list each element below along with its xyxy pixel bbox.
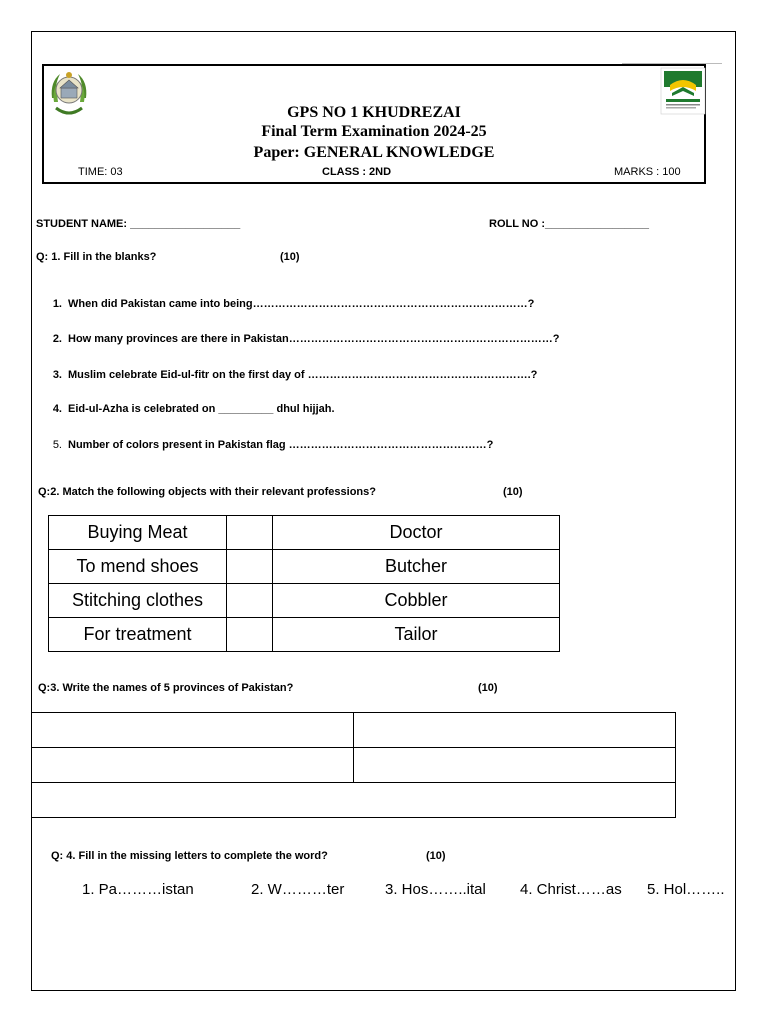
profession-cell: Cobbler	[273, 584, 560, 618]
q1-item-3[interactable]	[38, 369, 537, 381]
item-text: How many provinces are there in Pakistan………………………………………………………………?	[68, 333, 560, 345]
answer-cell[interactable]	[32, 713, 354, 748]
exam-header	[42, 64, 706, 184]
answer-cell[interactable]	[227, 584, 273, 618]
table-row	[49, 516, 560, 550]
item-text: When did Pakistan came into being…………………………………………………………………?	[68, 298, 535, 310]
q4-marks: (10)	[426, 850, 446, 862]
answer-cell[interactable]	[227, 516, 273, 550]
answer-cell[interactable]	[32, 748, 354, 783]
q4-title: Q: 4. Fill in the missing letters to complete the word?	[51, 850, 328, 862]
missing-word-3[interactable]: 3. Hos……..ital	[385, 881, 486, 898]
object-cell: To mend shoes	[49, 550, 227, 584]
item-number: 2.	[52, 333, 62, 345]
q2-title: Q:2. Match the following objects with their relevant professions?	[38, 486, 376, 498]
missing-word-2[interactable]: 2. W………ter	[251, 881, 345, 898]
q3-title: Q:3. Write the names of 5 provinces of Pakistan?	[38, 682, 294, 694]
class-label: CLASS : 2ND	[322, 166, 392, 178]
object-cell: Stitching clothes	[49, 584, 227, 618]
answer-cell[interactable]	[227, 550, 273, 584]
profession-cell: Tailor	[273, 618, 560, 652]
item-text: Number of colors present in Pakistan flag ………………………………………………?	[68, 439, 494, 451]
answer-cell[interactable]	[354, 713, 676, 748]
q2-marks: (10)	[503, 486, 523, 498]
q1-item-5[interactable]	[38, 439, 493, 451]
table-row	[49, 618, 560, 652]
table-row	[32, 748, 676, 783]
answer-cell[interactable]	[227, 618, 273, 652]
paper-title: Paper: GENERAL KNOWLEDGE	[253, 144, 495, 161]
q1-item-2[interactable]	[38, 333, 559, 345]
q1-marks: (10)	[280, 251, 300, 263]
q1-title: Q: 1. Fill in the blanks?	[36, 251, 157, 263]
item-number: 4.	[52, 403, 62, 415]
object-cell: Buying Meat	[49, 516, 227, 550]
table-row	[32, 713, 676, 748]
item-number: 3.	[52, 369, 62, 381]
answer-cell[interactable]	[32, 783, 676, 818]
answer-cell[interactable]	[354, 748, 676, 783]
profession-cell: Doctor	[273, 516, 560, 550]
q3-marks: (10)	[478, 682, 498, 694]
missing-word-4[interactable]: 4. Christ……as	[520, 881, 622, 898]
missing-word-5[interactable]: 5. Hol……..	[647, 881, 725, 898]
exam-title: Final Term Examination 2024-25	[261, 123, 487, 140]
table-row	[49, 550, 560, 584]
item-text: Eid-ul-Azha is celebrated on _________ dhul hijjah.	[68, 403, 335, 415]
student-name-field[interactable]: STUDENT NAME: __________________	[36, 218, 241, 230]
time-label: TIME: 03	[78, 166, 123, 178]
item-number: 5.	[52, 439, 62, 451]
table-row	[32, 783, 676, 818]
profession-cell: Butcher	[273, 550, 560, 584]
q1-item-1[interactable]	[38, 298, 534, 310]
missing-word-1[interactable]: 1. Pa………istan	[82, 881, 194, 898]
school-name: GPS NO 1 KHUDREZAI	[287, 104, 461, 121]
matching-table	[48, 515, 560, 652]
roll-no-field[interactable]: ROLL NO :_________________	[489, 218, 650, 230]
provinces-answer-table	[31, 712, 676, 818]
item-text: Muslim celebrate Eid-ul-fitr on the first day of …………………………………………………….?	[68, 369, 538, 381]
item-number: 1.	[52, 298, 62, 310]
object-cell: For treatment	[49, 618, 227, 652]
q1-item-4[interactable]	[38, 403, 335, 415]
marks-label: MARKS : 100	[614, 166, 681, 178]
table-row	[49, 584, 560, 618]
